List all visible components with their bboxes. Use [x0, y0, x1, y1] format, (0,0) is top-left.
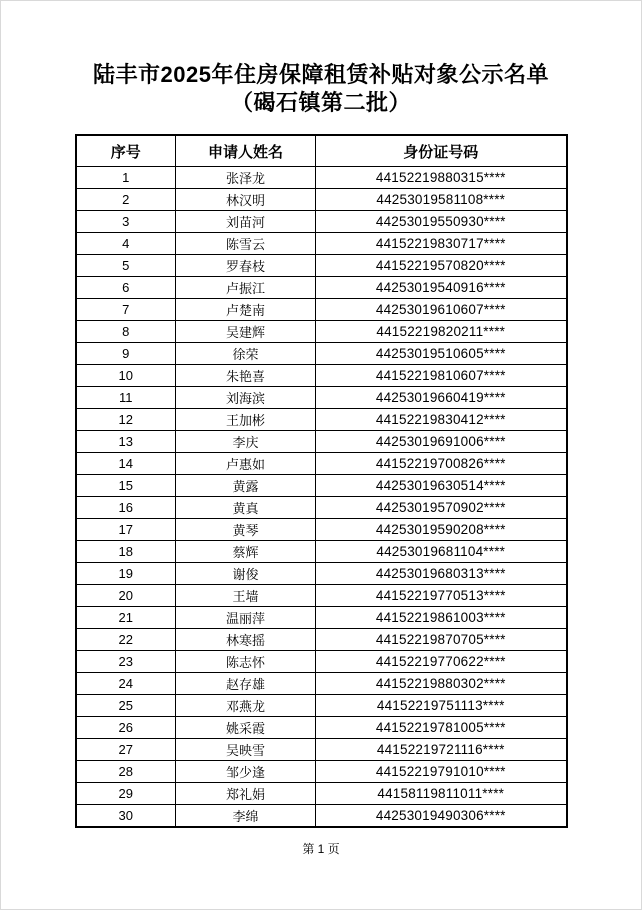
applicant-name-cell: 黄琴 [176, 519, 316, 541]
row-index-cell: 26 [76, 717, 176, 739]
table-row [76, 651, 567, 673]
id-number-cell: 44253019590208**** [316, 519, 567, 541]
table-row [76, 585, 567, 607]
row-index-cell: 30 [76, 805, 176, 828]
row-index-cell: 29 [76, 783, 176, 805]
applicant-name-cell: 林汉明 [176, 189, 316, 211]
applicant-name-cell: 张泽龙 [176, 167, 316, 189]
table-row [76, 629, 567, 651]
id-number-cell: 44152219751113**** [316, 695, 567, 717]
id-number-cell: 44152219700826**** [316, 453, 567, 475]
table-row [76, 365, 567, 387]
id-number-cell: 44253019490306**** [316, 805, 567, 828]
row-index-cell: 20 [76, 585, 176, 607]
applicant-name-cell: 林寒摇 [176, 629, 316, 651]
applicant-name-cell: 黄真 [176, 497, 316, 519]
table-row [76, 431, 567, 453]
applicant-name-cell: 温丽萍 [176, 607, 316, 629]
applicant-name-cell: 李庆 [176, 431, 316, 453]
row-index-cell: 6 [76, 277, 176, 299]
table-row [76, 387, 567, 409]
row-index-cell: 28 [76, 761, 176, 783]
table-row [76, 783, 567, 805]
table-row [76, 761, 567, 783]
applicant-name-cell: 王加彬 [176, 409, 316, 431]
applicant-name-cell: 郑礼娟 [176, 783, 316, 805]
row-index-cell: 11 [76, 387, 176, 409]
table-row [76, 475, 567, 497]
header-index: 序号 [76, 135, 176, 167]
row-index-cell: 3 [76, 211, 176, 233]
id-number-cell: 44152219770513**** [316, 585, 567, 607]
applicant-name-cell: 卢惠如 [176, 453, 316, 475]
page-title [1, 61, 641, 117]
row-index-cell: 25 [76, 695, 176, 717]
table-row [76, 519, 567, 541]
id-number-cell: 44152219721116**** [316, 739, 567, 761]
id-number-cell: 44152219810607**** [316, 365, 567, 387]
row-index-cell: 23 [76, 651, 176, 673]
table-row [76, 607, 567, 629]
applicant-name-cell: 王墙 [176, 585, 316, 607]
row-index-cell: 19 [76, 563, 176, 585]
id-number-cell: 44253019680313**** [316, 563, 567, 585]
row-index-cell: 4 [76, 233, 176, 255]
id-number-cell: 44253019630514**** [316, 475, 567, 497]
table-row [76, 541, 567, 563]
page-title-line1: 陆丰市2025年住房保障租赁补贴对象公示名单 [93, 62, 549, 87]
table-row [76, 739, 567, 761]
id-number-cell: 44253019610607**** [316, 299, 567, 321]
applicant-name-cell: 邹少逢 [176, 761, 316, 783]
row-index-cell: 1 [76, 167, 176, 189]
table-row [76, 673, 567, 695]
roster-table [75, 134, 568, 828]
table-row [76, 717, 567, 739]
applicant-name-cell: 刘苗河 [176, 211, 316, 233]
id-number-cell: 44152219820211**** [316, 321, 567, 343]
table-row [76, 299, 567, 321]
applicant-name-cell: 卢楚南 [176, 299, 316, 321]
applicant-name-cell: 刘海滨 [176, 387, 316, 409]
row-index-cell: 24 [76, 673, 176, 695]
id-number-cell: 44152219570820**** [316, 255, 567, 277]
table-row [76, 233, 567, 255]
table-row [76, 453, 567, 475]
table-row [76, 255, 567, 277]
table-row [76, 695, 567, 717]
table-row [76, 321, 567, 343]
applicant-name-cell: 赵存雄 [176, 673, 316, 695]
id-number-cell: 44253019570902**** [316, 497, 567, 519]
applicant-name-cell: 罗春枝 [176, 255, 316, 277]
row-index-cell: 21 [76, 607, 176, 629]
id-number-cell: 44152219781005**** [316, 717, 567, 739]
table-row [76, 277, 567, 299]
id-number-cell: 44152219830412**** [316, 409, 567, 431]
applicant-name-cell: 邓燕龙 [176, 695, 316, 717]
applicant-name-cell: 黄露 [176, 475, 316, 497]
row-index-cell: 5 [76, 255, 176, 277]
row-index-cell: 12 [76, 409, 176, 431]
table-row [76, 563, 567, 585]
row-index-cell: 2 [76, 189, 176, 211]
id-number-cell: 44253019510605**** [316, 343, 567, 365]
row-index-cell: 9 [76, 343, 176, 365]
applicant-name-cell: 蔡辉 [176, 541, 316, 563]
page-number: 第 1 页 [302, 842, 340, 856]
applicant-name-cell: 谢俊 [176, 563, 316, 585]
header-id-number: 身份证号码 [316, 135, 567, 167]
applicant-name-cell: 卢振江 [176, 277, 316, 299]
id-number-cell: 44253019691006**** [316, 431, 567, 453]
id-number-cell: 44253019681104**** [316, 541, 567, 563]
applicant-name-cell: 吴建辉 [176, 321, 316, 343]
row-index-cell: 16 [76, 497, 176, 519]
applicant-name-cell: 陈志怀 [176, 651, 316, 673]
applicant-name-cell: 徐荣 [176, 343, 316, 365]
id-number-cell: 44253019660419**** [316, 387, 567, 409]
id-number-cell: 44152219861003**** [316, 607, 567, 629]
applicant-name-cell: 李绵 [176, 805, 316, 828]
row-index-cell: 27 [76, 739, 176, 761]
applicant-name-cell: 朱艳喜 [176, 365, 316, 387]
row-index-cell: 18 [76, 541, 176, 563]
id-number-cell: 44152219830717**** [316, 233, 567, 255]
id-number-cell: 44253019550930**** [316, 211, 567, 233]
table-row [76, 497, 567, 519]
row-index-cell: 17 [76, 519, 176, 541]
table-row [76, 211, 567, 233]
applicant-name-cell: 姚采霞 [176, 717, 316, 739]
row-index-cell: 13 [76, 431, 176, 453]
header-applicant-name: 申请人姓名 [176, 135, 316, 167]
row-index-cell: 7 [76, 299, 176, 321]
id-number-cell: 44152219880302**** [316, 673, 567, 695]
row-index-cell: 8 [76, 321, 176, 343]
table-row [76, 409, 567, 431]
applicant-name-cell: 陈雪云 [176, 233, 316, 255]
row-index-cell: 14 [76, 453, 176, 475]
table-row [76, 189, 567, 211]
id-number-cell: 44253019581108**** [316, 189, 567, 211]
id-number-cell: 44152219880315**** [316, 167, 567, 189]
id-number-cell: 44152219870705**** [316, 629, 567, 651]
id-number-cell: 44253019540916**** [316, 277, 567, 299]
table-header-row [76, 135, 567, 167]
id-number-cell: 44152219770622**** [316, 651, 567, 673]
table-row [76, 343, 567, 365]
table-row [76, 805, 567, 828]
id-number-cell: 44158119811011**** [316, 783, 567, 805]
row-index-cell: 15 [76, 475, 176, 497]
row-index-cell: 10 [76, 365, 176, 387]
table-row [76, 167, 567, 189]
row-index-cell: 22 [76, 629, 176, 651]
page-title-line2: （碣石镇第二批） [230, 90, 411, 115]
applicant-name-cell: 吴映雪 [176, 739, 316, 761]
id-number-cell: 44152219791010**** [316, 761, 567, 783]
